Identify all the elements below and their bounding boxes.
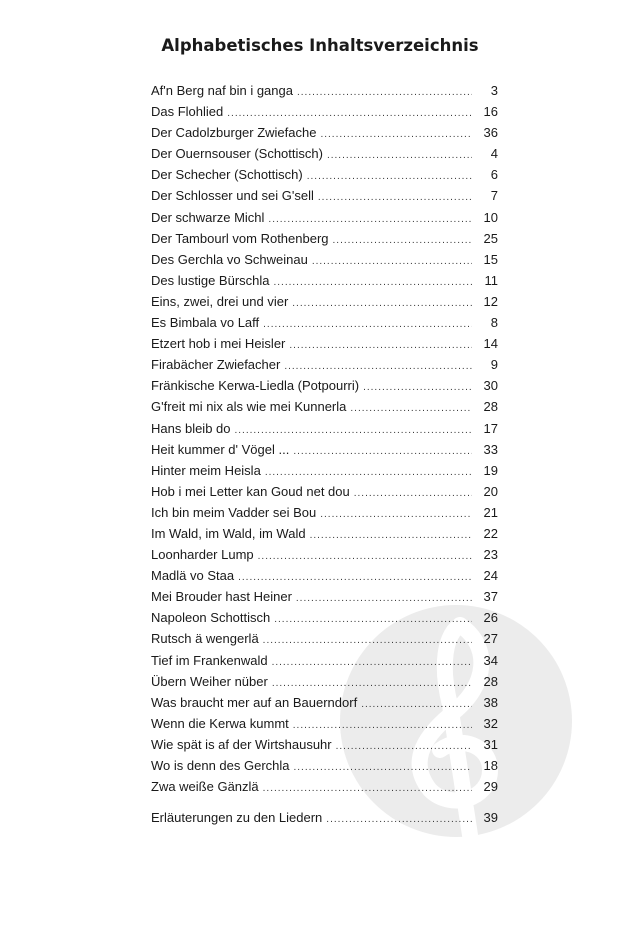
entry-page: 7: [490, 188, 498, 204]
toc-entry[interactable]: [151, 734, 498, 755]
dot-leader: [238, 567, 472, 588]
dot-leader: [294, 757, 473, 778]
dot-leader: [272, 652, 472, 673]
entry-title: Tief im Frankenwald: [151, 652, 268, 668]
dot-leader: [227, 103, 472, 124]
toc-entry[interactable]: [151, 565, 498, 586]
toc-entry[interactable]: [151, 671, 498, 692]
toc-entry[interactable]: [151, 207, 498, 228]
toc-entry[interactable]: [151, 481, 498, 502]
entry-page: 12: [483, 293, 498, 309]
entry-page: 17: [483, 420, 498, 436]
dot-leader: [297, 82, 472, 103]
dot-leader: [274, 609, 472, 630]
entry-title: Firabächer Zwiefacher: [151, 357, 281, 373]
toc-entry[interactable]: [151, 333, 498, 354]
dot-leader: [258, 546, 472, 567]
entry-page: 16: [483, 104, 498, 120]
entry-page: 8: [490, 315, 498, 331]
entry-page: 4: [490, 146, 498, 162]
entry-page: 11: [484, 272, 498, 288]
toc-entry[interactable]: [151, 460, 498, 481]
entry-title: G'freit mi nix als wie mei Kunnerla: [151, 399, 347, 415]
toc-entry[interactable]: [151, 354, 498, 375]
entry-title: Mei Brouder hast Heiner: [151, 589, 292, 605]
entry-page: 19: [483, 462, 498, 478]
entry-page: 3: [490, 83, 498, 98]
entry-page: 34: [483, 652, 498, 668]
entry-title: Der Schlosser und sei G'sell: [151, 188, 314, 204]
toc-entry[interactable]: [151, 164, 498, 185]
toc-entry[interactable]: [151, 291, 498, 312]
toc-entry[interactable]: [151, 228, 498, 249]
entry-page: 29: [483, 779, 498, 795]
entry-page: 9: [490, 357, 498, 373]
dot-leader: [350, 398, 472, 419]
dot-leader: [293, 441, 472, 462]
entry-title: Hans bleib do: [151, 420, 231, 436]
entry-title: Hob i mei Letter kan Goud net dou: [151, 483, 350, 499]
entry-title: Der Schecher (Schottisch): [151, 167, 303, 183]
toc-entry[interactable]: [151, 692, 498, 713]
entry-page: 33: [483, 441, 498, 457]
toc-entry[interactable]: [151, 80, 498, 101]
dot-leader: [307, 166, 472, 187]
entry-title: Napoleon Schottisch: [151, 610, 271, 626]
entry-title: Wenn die Kerwa kummt: [151, 715, 289, 731]
dot-leader: [312, 251, 472, 272]
toc-entry[interactable]: [151, 523, 498, 544]
entry-page: 20: [483, 483, 498, 499]
entry-page: 24: [483, 568, 498, 584]
entry-page: 30: [483, 378, 498, 394]
toc-entry[interactable]: [151, 270, 498, 291]
entry-page: 14: [483, 336, 498, 352]
entry-title: Madlä vo Staa: [151, 568, 235, 584]
entry-page: 31: [483, 736, 498, 752]
entry-title: Af'n Berg naf bin i ganga: [151, 83, 293, 98]
entry-title: Etzert hob i mei Heisler: [151, 336, 286, 352]
entry-title: Zwa weiße Gänzlä: [151, 779, 259, 795]
dot-leader: [333, 230, 472, 251]
dot-leader: [320, 124, 472, 145]
toc-entry[interactable]: [151, 755, 498, 776]
entry-page: 28: [483, 673, 498, 689]
entry-title: Es Bimbala vo Laff: [151, 315, 260, 331]
toc-entry[interactable]: [151, 586, 498, 607]
entry-page: 6: [490, 167, 498, 183]
entry-page: 39: [483, 810, 498, 826]
entry-page: 26: [483, 610, 498, 626]
dot-leader: [296, 588, 472, 609]
dot-leader: [327, 145, 472, 166]
entry-title: Was braucht mer auf an Bauerndorf: [151, 694, 358, 710]
entry-page: 15: [483, 251, 498, 267]
dot-leader: [336, 736, 472, 757]
entry-page: 37: [483, 589, 498, 605]
entry-title: Ich bin meim Vadder sei Bou: [151, 504, 317, 520]
toc-entry[interactable]: [151, 650, 498, 671]
dot-leader: [289, 335, 472, 356]
toc-entry[interactable]: [151, 122, 498, 143]
toc-entry[interactable]: [151, 312, 498, 333]
entry-page: 38: [483, 694, 498, 710]
toc-entry[interactable]: [151, 544, 498, 565]
toc-entry[interactable]: [151, 713, 498, 734]
dot-leader: [284, 356, 472, 377]
entry-page: 22: [483, 525, 498, 541]
dot-leader: [274, 272, 473, 293]
dot-leader: [292, 293, 472, 314]
entry-title: Eins, zwei, drei und vier: [151, 293, 289, 309]
dot-leader: [263, 630, 472, 651]
entry-title: Hinter meim Heisla: [151, 462, 261, 478]
entry-title: Der Ouernsouser (Schottisch): [151, 146, 323, 162]
toc-entry[interactable]: [151, 396, 498, 417]
toc-entry[interactable]: [151, 375, 498, 396]
toc-entry[interactable]: [151, 101, 498, 122]
entry-title: Übern Weiher nüber: [151, 673, 268, 689]
entry-page: 32: [483, 715, 498, 731]
dot-leader: [320, 504, 472, 525]
toc-entry[interactable]: [151, 502, 498, 523]
toc-entry[interactable]: [151, 628, 498, 649]
entry-title: Des Gerchla vo Schweinau: [151, 251, 308, 267]
dot-leader: [263, 314, 472, 335]
dot-leader: [363, 377, 472, 398]
entry-title: Loonharder Lump: [151, 547, 254, 563]
entry-page: 25: [483, 230, 498, 246]
toc-entry[interactable]: [151, 807, 498, 828]
toc-entry[interactable]: [151, 185, 498, 206]
entry-title: Im Wald, im Wald, im Wald: [151, 525, 306, 541]
entry-title: Wie spät is af der Wirtshausuhr: [151, 736, 332, 752]
entry-title: Der schwarze Michl: [151, 209, 265, 225]
toc-entry[interactable]: [151, 249, 498, 270]
toc-entry[interactable]: [151, 776, 498, 797]
toc-entry[interactable]: [151, 607, 498, 628]
dot-leader: [293, 715, 472, 736]
entry-title: Fränkische Kerwa-Liedla (Potpourri): [151, 378, 360, 394]
dot-leader: [354, 483, 472, 504]
entry-page: 36: [483, 125, 498, 141]
dot-leader: [361, 694, 472, 715]
entry-page: 18: [483, 758, 498, 773]
dot-leader: [318, 187, 472, 208]
dot-leader: [326, 809, 472, 830]
entry-page: 27: [483, 631, 498, 647]
entry-title: Das Flohlied: [151, 104, 224, 120]
entry-title: Der Cadolzburger Zwiefache: [151, 125, 317, 141]
page-title: Alphabetisches Inhaltsverzeichnis: [161, 36, 479, 55]
toc-entry[interactable]: [151, 143, 498, 164]
dot-leader: [272, 673, 472, 694]
entry-page: 21: [483, 504, 498, 520]
entry-title: Heit kummer d' Vögel ...: [151, 441, 290, 457]
entry-page: 28: [483, 399, 498, 415]
table-of-contents: [151, 80, 498, 828]
toc-entry[interactable]: [151, 439, 498, 460]
entry-title: Wo is denn des Gerchla: [151, 758, 290, 773]
entry-title: Rutsch ä wengerlä: [151, 631, 259, 647]
dot-leader: [263, 778, 472, 799]
dot-leader: [235, 420, 473, 441]
dot-leader: [265, 462, 472, 483]
entry-title: Erläuterungen zu den Liedern: [151, 810, 323, 826]
dot-leader: [268, 209, 472, 230]
entry-title: Der Tambourl vom Rothenberg: [151, 230, 329, 246]
entry-title: Des lustige Bürschla: [151, 272, 270, 288]
dot-leader: [310, 525, 472, 546]
entry-page: 23: [483, 547, 498, 563]
toc-entry[interactable]: [151, 418, 498, 439]
entry-page: 10: [483, 209, 498, 225]
